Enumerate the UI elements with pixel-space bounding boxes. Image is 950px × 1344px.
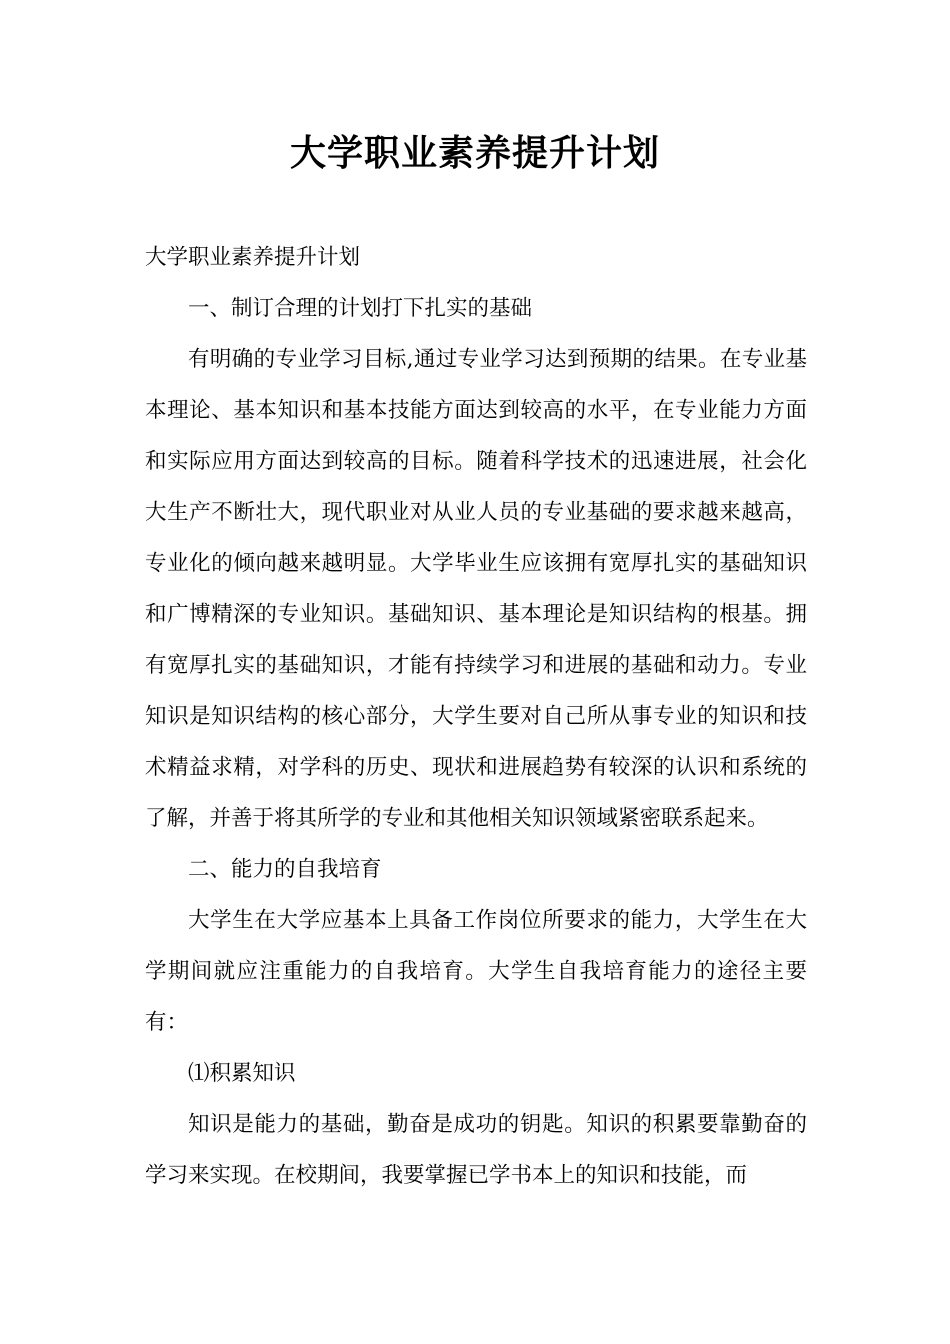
subsection-heading-1: ⑴积累知识 (188, 1061, 296, 1086)
paragraph-1: 有明确的专业学习目标,通过专业学习达到预期的结果。在专业基本理论、基本知识和基本技能方面达到较高的水平，在专业能力方面和实际应用方面达到较高的目标。随着科学技术的迅速进展，社会化大生产不断壮大，现代职业对从业人员的专业基础的要求越来越高，专业化的倾向越来越明显。大学毕业生应该拥有宽厚扎实的基础知识和广博精深的专业知识。基础知识、基本理论是知识结构的根基。拥有宽厚扎实的基础知识，才能有持续学习和进展的基础和动力。专业知识是知识结构的核心部分，大学生要对自己所从事专业的知识和技术精益求精，对学科的历史、现状和进展趋势有较深的认识和系统的了解，并善于将其所学的专业和其他相关知识领域紧密联系起来。 (145, 347, 807, 831)
paragraph-3: 知识是能力的基础，勤奋是成功的钥匙。知识的积累要靠勤奋的学习来实现。在校期间，我要掌握已学书本上的知识和技能，而 (145, 1112, 807, 1188)
paragraph-subtitle: 大学职业素养提升计划 (145, 245, 361, 270)
document-title: 大学职业素养提升计划 (289, 132, 660, 174)
paragraph-2: 大学生在大学应基本上具备工作岗位所要求的能力，大学生在大学期间就应注重能力的自我培育。大学生自我培育能力的途径主要有： (145, 908, 807, 1035)
section-heading-2: 二、能力的自我培育 (188, 857, 382, 882)
document-body (145, 232, 807, 1201)
section-heading-1: 一、制订合理的计划打下扎实的基础 (188, 296, 533, 321)
